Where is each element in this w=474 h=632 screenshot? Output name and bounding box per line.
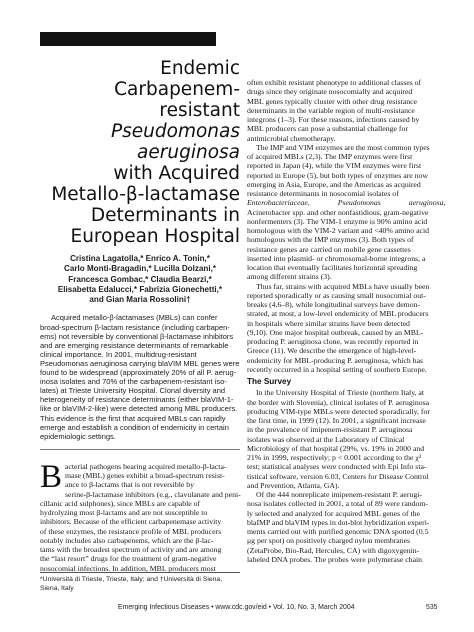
body-line: ments carried out with purified genomic DNA spotted (0.5: [247, 527, 429, 536]
body-line: Microbiology of that hospital (29%, vs. 19% in 2000 and: [247, 443, 425, 453]
body-line: MBL genes typically cluster with other drug resistance: [247, 96, 417, 106]
body-line: ly selected and analyzed for acquired MBL genes of the: [247, 508, 420, 518]
title-line: Endemic: [160, 58, 240, 79]
body-line: in the prevalence of imipenem-resistant P. aeruginosa: [247, 425, 413, 435]
paragraph: [247, 282, 439, 375]
body-line: test; statistical analyses were conducted with Epi Info sta-: [247, 462, 427, 472]
title-line: Carbapenem-: [114, 79, 240, 100]
body-line: homologous with the VIM-2 variant and <40% amino acid: [247, 226, 430, 235]
section-heading: The Survey: [247, 377, 292, 386]
body-line: notably includes also carbapenems, which are the β-lac-: [40, 535, 214, 545]
body-line: The IMP and VIM enzymes are the most common types: [256, 142, 430, 152]
body-line: emerging in Asia, Europe, and the Americas as acquired: [247, 179, 421, 189]
body-line: endemicity for MBL-producing P. aeruginosa, which has: [247, 355, 424, 365]
paragraph: [247, 490, 439, 564]
body-line: nosocomial infections. In addition, MBL producers most: [40, 563, 216, 573]
body-line: in hospitals where similar strains have been detected: [247, 318, 410, 328]
body-line: 21% in 1999, respectively; p < 0.001 according to the χ²: [247, 453, 422, 462]
body-line: the first time, in 1999 (12). In 2001, a significant increase: [247, 416, 426, 425]
footnote-line: Siena, Italy: [40, 584, 74, 592]
body-line: often exhibit resistant phenotype to additional classes of: [247, 78, 422, 87]
abstract-line: heterogeneity of resistance determinants (either blaVIM-1-: [40, 395, 234, 405]
body-line: determinants in the variable region of multi-resistance: [247, 105, 415, 115]
body-line: Thus far, strains with acquired MBLs have usually been: [256, 281, 430, 291]
paragraph: [247, 388, 439, 490]
abstract: [40, 313, 240, 449]
body-line: MBL producers can pose a substantial challenge for: [247, 124, 408, 134]
title-line: aeruginosa: [137, 142, 240, 163]
body-line: serine-β-lactamase inhibitors (e.g., clavulanate and peni-: [65, 489, 241, 499]
body-line: tistical software, version 6.03, Centers for Disease Control: [247, 471, 429, 481]
title-line: Pseudomonas: [110, 121, 240, 142]
left-column: [40, 58, 240, 573]
footnote-line: *Università di Trieste, Trieste, Italy; and †Università di Siena,: [40, 576, 223, 583]
body-line: location that eventually facilitates horizontal spreading: [247, 263, 418, 272]
body-line: Acinetobacter spp. and other nonfastidious, gram-negative: [247, 207, 429, 217]
author-line: Cristina Lagatolla,* Enrico A. Tonin,*: [70, 254, 210, 263]
author-line: Francesca Gombac,* Claudia Bearzi,*: [68, 274, 212, 284]
body-line: of these enzymes, the resistance profile of MBL producers: [40, 526, 222, 536]
right-column: [247, 78, 446, 564]
title-line: with Acquired: [113, 163, 240, 184]
abstract-line: emerge and establish a condition of endemicity in certain: [40, 422, 229, 432]
author-line: Carlo Monti-Bragadin,* Lucilla Dolzani,*: [64, 264, 216, 274]
abstract-line: broad-spectrum β-lactam resistance (including carbapen-: [40, 322, 230, 332]
title-line: Metallo-β-lactamase: [51, 184, 240, 205]
page-number: 535: [426, 604, 438, 611]
body-line: reported in Japan (4), while the VIM enzymes were first: [247, 161, 422, 171]
body-line: hydrolyzing most β-lactams and are not susceptible to: [40, 508, 208, 518]
body-line: blaIMP and blaVIM types in dot-blot hybridization experi-: [247, 517, 430, 527]
body-line: resistance determinants in nosocomial isolates of: [247, 189, 399, 198]
body-line: ance to β-lactams that is not reversible by: [65, 480, 194, 490]
body-line: (ZetaProbe, Bio-Rad, Hercules, CA) with digoxygenin-: [247, 545, 420, 555]
body-line: resistance genes are carried on mobile gene cassettes: [247, 244, 411, 254]
body-line: the “last resort” drugs for the treatment of gram-negative: [40, 554, 217, 564]
abstract-line: ems) not reversible by conventional β-lactamase inhibitors: [40, 331, 234, 341]
title-line: resistant: [159, 100, 240, 121]
body-line: isolates was observed at the Laboratory of Clinical: [247, 434, 405, 444]
body-line: reported sporadically or as causing small nosocomial out-: [247, 290, 426, 300]
body-line: (9,10). One major hospital outbreak, caused by an MBL-: [247, 327, 424, 337]
abstract-line: inosa isolates and 70% of the carbapenem-resistant iso-: [40, 377, 227, 387]
body-line: integrons (1–3). For these reasons, infections caused by: [247, 115, 420, 124]
body-line: tams with the broadest spectrum of activity and are among: [40, 545, 222, 555]
body-line: cillanic acid sulphones), since MBLs are capable of: [40, 498, 201, 508]
paragraph: [247, 78, 439, 143]
body-line: antimicrobial chemotherapy.: [247, 133, 336, 143]
body-line: the border with Slovenia), clinical isolates of P. aeruginosa: [247, 397, 430, 407]
body-line: strated, at most, a low-level endemicity of MBL producers: [247, 309, 429, 319]
abstract-line: lates) at Trieste University Hospital. Clonal diversity and: [40, 386, 226, 396]
body-line: drugs since they originate nosocomially and acquired: [247, 87, 413, 97]
body-line: Greece (11). We describe the emergence of high-level-: [247, 346, 417, 356]
abstract-line: Acquired metallo-β-lactamases (MBLs) can confer: [51, 313, 218, 323]
author-list: [40, 254, 240, 305]
abstract-line: This evidence is the first that acquired MBLs can rapidly: [40, 413, 226, 423]
abstract-line: and are emerging resistance determinants of remarkable: [40, 340, 229, 350]
body-line: labeled DNA probes. The probes were polymerase chain: [247, 554, 423, 564]
body-line: nosa isolates collected in 2001, a total of 89 were random-: [247, 499, 428, 509]
article-title: [40, 58, 240, 247]
body-line: and Prevention, Atlanta, GA).: [247, 480, 340, 490]
affiliation-footnote: [40, 572, 240, 593]
abstract-line: found to be widespread (approximately 20% of all P. aerug-: [40, 368, 237, 378]
body-line: reported in Europe (5), but both types of enzymes are now: [247, 170, 428, 180]
body-line: Of the 444 nonreplicate imipenem-resistant P. aerugi-: [256, 490, 422, 499]
body-line: In the University Hospital of Trieste (northern Italy, at: [256, 388, 425, 398]
section-header-bar: [40, 32, 216, 46]
body-line: producing VIM-type MBLs were detected sporadically, for: [247, 406, 430, 416]
body-line: mase (MBL) genes exhibit a broad-spectrum resist-: [65, 471, 225, 481]
body-line: breaks (4,6–8), while longitudinal surveys have demon-: [247, 300, 421, 309]
body-line: among different strains (3).: [247, 272, 332, 282]
body-line: inserted into plasmid- or chromosomal-borne integrons, a: [247, 253, 426, 263]
abstract-line: like or blaVIM-2-like) were detected among MBL producers.: [40, 404, 238, 414]
introduction: [40, 458, 241, 573]
body-line: recently occurred in a hospital setting of southern Europe.: [247, 364, 427, 374]
drop-cap: B: [40, 458, 63, 495]
body-line: homologous with the IMP enzymes (3). Both types of: [247, 235, 414, 245]
body-line: Enterobacteriaceae, Pseudomonas aeruginosa,: [247, 198, 446, 208]
abstract-line: clinical importance. In 2001, multidrug-resistant: [40, 349, 197, 359]
journal-citation: Emerging Infectious Diseases • www.cdc.gov/eid • Vol. 10, No. 3, March 2004: [118, 604, 355, 611]
title-line: European Hospital: [70, 226, 240, 247]
abstract-line: Pseudomonas aeruginosa carrying blaVIM MBL genes were: [40, 358, 240, 368]
body-line: acterial pathogens bearing acquired metallo-β-lacta-: [65, 461, 227, 471]
body-line: nonfermenters (3). The VIM-1 enzyme is 90% amino acid: [247, 216, 428, 226]
body-line: producing P. aeruginosa clone, was recently reported in: [247, 337, 419, 346]
author-line: and Gian Maria Rossolini†: [89, 295, 191, 305]
author-line: Elisabetta Edalucci,* Fabrizia Gionechetti,*: [57, 284, 223, 294]
paragraph: [247, 142, 446, 282]
abstract-line: epidemiologic settings.: [40, 431, 116, 441]
body-line: μg per spot) on positively charged nylon membranes: [247, 536, 411, 546]
body-line: inhibitors. Because of the efficient carbapenemase activity: [40, 517, 222, 527]
body-line: of acquired MBLs (2,3). The IMP enzymes were first: [247, 152, 413, 161]
title-line: Determinants in: [90, 205, 240, 226]
